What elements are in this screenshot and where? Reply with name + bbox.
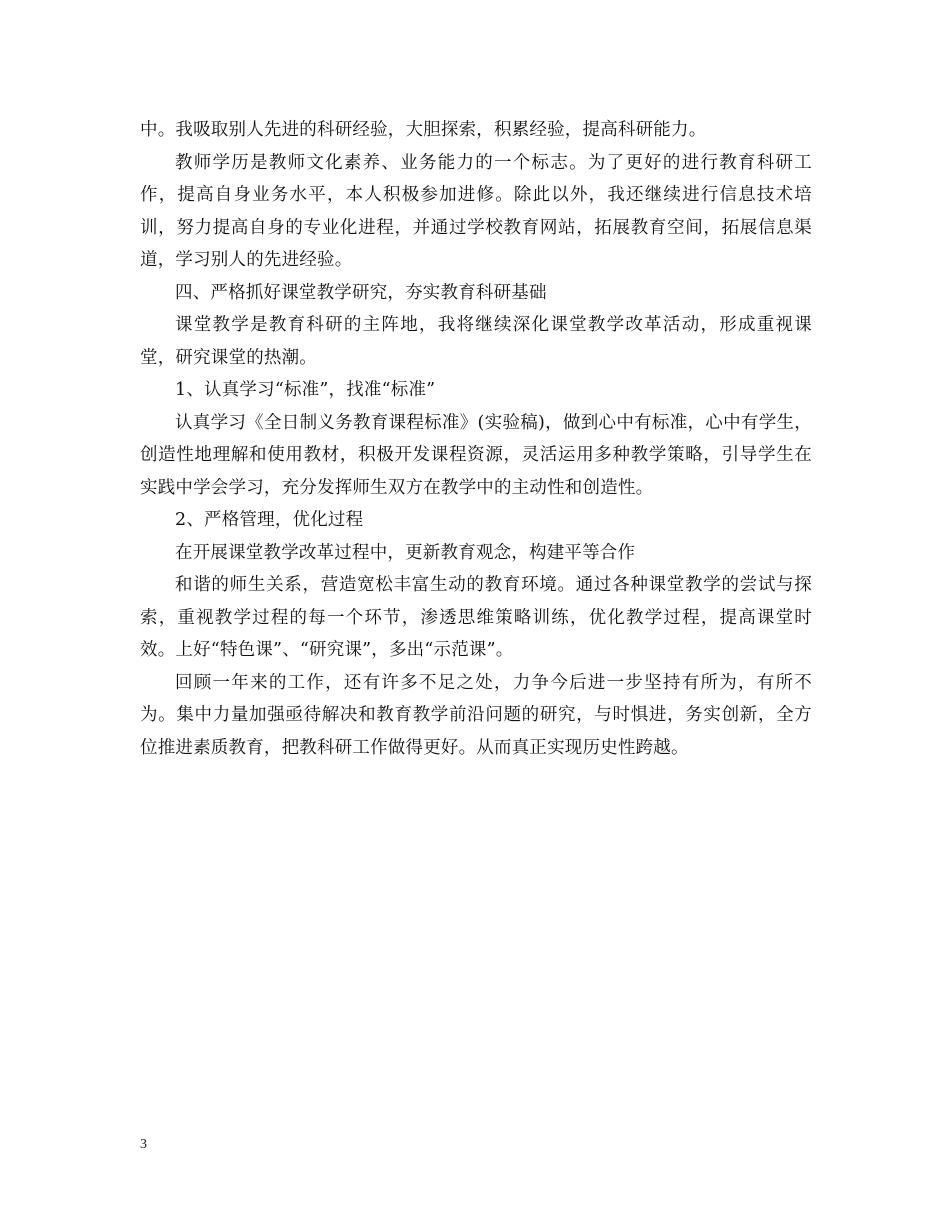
paragraph-continuation: 中。我吸取别人先进的科研经验，大胆探索，积累经验，提高科研能力。 <box>140 120 707 140</box>
paragraph-reform-process: 在开展课堂教学改革过程中，更新教育观念，构建平等合作 <box>175 542 636 563</box>
paragraph-teacher-student-relations: 和谐的师生关系，营造宽松丰富生动的教育环境。通过各种课堂教学的尝试与探索，重视教学过程的每一个环节，渗透思维策略训练，优化教学过程，提高课堂时效。上好“特色课”、“研究课”，多出“示范课”。 <box>140 575 812 660</box>
paragraph-review-summary: 回顾一年来的工作，还有许多不足之处，力争今后进一步坚持有所为，有所不为。集中力量加强亟待解决和教育教学前沿问题的研究，与时惧进，务实创新，全方位推进素质教育，把教科研工作做得更好。从而真正实现历史性跨越。 <box>140 672 812 758</box>
paragraph-classroom-teaching: 课堂教学是教育科研的主阵地，我将继续深化课堂教学改革活动，形成重视课堂，研究课堂的热潮。 <box>140 315 812 368</box>
paragraph-curriculum-standard: 认真学习《全日制义务教育课程标准》(实验稿)，做到心中有标准，心中有学生，创造性地理解和使用教材，积极开发课程资源，灵活运用多种教学策略，引导学生在实践中学会学习，充分发挥师生双方在教学中的主动性和创造性。 <box>140 412 812 498</box>
subheading-one: 1、认真学习“标准”，找准“标准” <box>175 380 436 400</box>
section-heading-four: 四、严格抓好课堂教学研究，夯实教育科研基础 <box>175 282 547 303</box>
subheading-two: 2、严格管理，优化过程 <box>175 510 364 530</box>
page-number: 3 <box>140 1137 147 1152</box>
document-body <box>140 114 812 764</box>
paragraph-teacher-education: 教师学历是教师文化素养、业务能力的一个标志。为了更好的进行教育科研工作，提高自身业务水平，本人积极参加进修。除此以外，我还继续进行信息技术培训，努力提高自身的专业化进程，并通过学校教育网站，拓展教育空间，拓展信息渠道，学习别人的先进经验。 <box>140 152 812 270</box>
